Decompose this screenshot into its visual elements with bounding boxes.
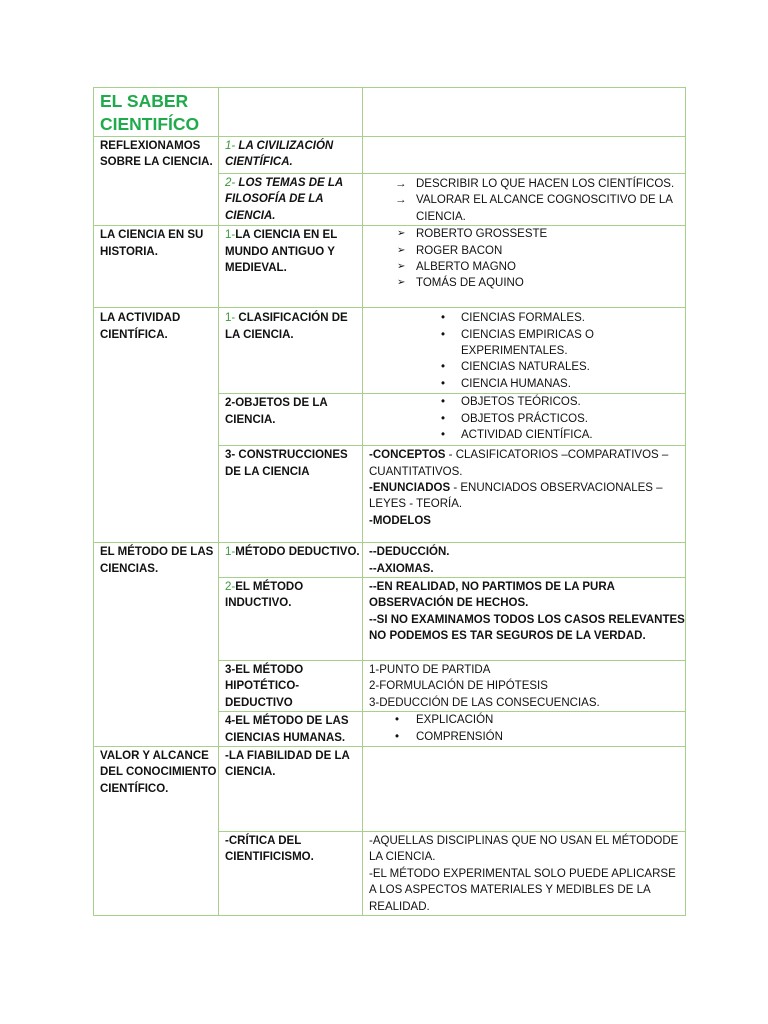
list-item: ➢ ALBERTO MAGNO: [369, 259, 685, 275]
bullet-icon: •: [441, 312, 446, 325]
arrow-icon: →: [395, 178, 407, 190]
list-item: • OBJETOS TEÓRICOS.: [369, 394, 685, 410]
topic-cell: 1- LA CIVILIZACIÓN CIENTÍFICA.: [219, 137, 363, 174]
topic-cell: -CRÍTICA DEL CIENTIFICISMO.: [219, 832, 363, 916]
detail-cell: --EN REALIDAD, NO PARTIMOS DE LA PURA OBSERVACIÓN DE HECHOS. --SI NO EXAMINAMOS TODOS LOS CASOS RELEVANTES NO PODEMOS ES TAR SEGUROS DE LA VERDAD.: [363, 578, 686, 661]
section-cell: LA CIENCIA EN SU HISTORIA.: [94, 226, 219, 308]
bullet-icon: •: [441, 396, 446, 409]
bullet-icon: •: [441, 361, 446, 374]
detail-cell: 1-PUNTO DE PARTIDA 2-FORMULACIÓN DE HIPÓTESIS 3-DEDUCCIÓN DE LAS CONSECUENCIAS.: [363, 661, 686, 712]
bullet-icon: •: [441, 412, 446, 425]
topic-cell: 2- LOS TEMAS DE LA FILOSOFÍA DE LA CIENCIA.: [219, 174, 363, 226]
bullet-icon: •: [441, 377, 446, 390]
chevron-list: [369, 226, 685, 292]
section-cell: REFLEXIONAMOS SOBRE LA CIENCIA.: [94, 137, 219, 226]
table-row: [94, 137, 686, 174]
arrow-icon: →: [395, 194, 407, 207]
list-item: • CIENCIAS EMPIRICAS O EXPERIMENTALES.: [441, 328, 594, 358]
topic-cell: 2-EL MÉTODO INDUCTIVO.: [219, 578, 363, 661]
table-row: [94, 308, 686, 394]
title-cell: [94, 88, 219, 137]
bullet-icon: •: [441, 328, 446, 341]
list-item: • EXPLICACIÓN: [369, 712, 685, 728]
document-title: EL SABER CIENTIFÍCO: [100, 91, 200, 134]
topic-cell: -LA FIABILIDAD DE LA CIENCIA.: [219, 747, 363, 832]
list-item: • CIENCIA HUMANAS.: [369, 376, 685, 392]
list-item: → DESCRIBIR LO QUE HACEN LOS CIENTÍFICOS.: [369, 176, 685, 192]
bullet-icon: •: [395, 730, 400, 743]
science-summary-table: [93, 87, 686, 916]
table-row: [94, 747, 686, 832]
chevron-bullet-icon: ➢: [397, 244, 406, 256]
topic-cell: 4-EL MÉTODO DE LAS CIENCIAS HUMANAS.: [219, 712, 363, 747]
topic-cell: 3-EL MÉTODO HIPOTÉTICO-DEDUCTIVO: [219, 661, 363, 712]
table-row: [94, 226, 686, 308]
chevron-bullet-icon: ➢: [397, 261, 406, 273]
list-item: • CIENCIAS NATURALES.: [369, 359, 685, 375]
list-item: → VALORAR EL ALCANCE COGNOSCITIVO DE LA CIENCIA.: [395, 194, 673, 223]
bullet-icon: •: [441, 429, 446, 442]
arrow-list: [369, 174, 685, 225]
table-row: [94, 88, 686, 137]
chevron-bullet-icon: ➢: [397, 228, 406, 240]
topic-cell: 2-OBJETOS DE LA CIENCIA.: [219, 394, 363, 446]
topic-cell: 1-LA CIENCIA EN EL MUNDO ANTIGUO Y MEDIEVAL.: [219, 226, 363, 308]
list-item: ➢ ROBERTO GROSSESTE: [369, 226, 685, 242]
topic-cell: 1-MÉTODO DEDUCTIVO.: [219, 543, 363, 578]
detail-cell: [363, 712, 686, 747]
list-item: ➢ ROGER BACON: [369, 243, 685, 259]
list-item: • ACTIVIDAD CIENTÍFICA.: [369, 427, 685, 443]
topic-cell: 3- CONSTRUCCIONES DE LA CIENCIA: [219, 446, 363, 543]
detail-cell: [363, 308, 686, 394]
detail-cell: [363, 394, 686, 446]
detail-cell: -AQUELLAS DISCIPLINAS QUE NO USAN EL MÉTODODE LA CIENCIA. -EL MÉTODO EXPERIMENTAL SOLO PUEDE APLICARSE A LOS ASPECTOS MATERIALES Y MEDIBLES DE LA REALIDAD.: [363, 832, 686, 916]
table-row: [94, 543, 686, 578]
topic-cell: 1- CLASIFICACIÓN DE LA CIENCIA.: [219, 308, 363, 394]
bullet-icon: •: [395, 714, 400, 727]
list-item: ➢ TOMÁS DE AQUINO: [369, 275, 685, 291]
detail-cell: [363, 226, 686, 308]
list-item: • COMPRENSIÓN: [369, 729, 685, 745]
bullet-list: [369, 308, 685, 392]
chevron-bullet-icon: ➢: [397, 277, 406, 289]
detail-cell: [363, 174, 686, 226]
section-cell: LA ACTIVIDAD CIENTÍFICA.: [94, 308, 219, 543]
list-item: • CIENCIAS FORMALES.: [369, 310, 685, 326]
detail-cell: -CONCEPTOS - CLASIFICATORIOS –COMPARATIVOS – CUANTITATIVOS. -ENUNCIADOS - ENUNCIADOS OBSERVACIONALES – LEYES - TEORÍA. -MODELOS: [363, 446, 686, 543]
section-cell: EL MÉTODO DE LAS CIENCIAS.: [94, 543, 219, 747]
bullet-list: [369, 394, 685, 443]
bullet-list: [369, 712, 685, 745]
list-item: • OBJETOS PRÁCTICOS.: [369, 411, 685, 427]
detail-cell: --DEDUCCIÓN. --AXIOMAS.: [363, 543, 686, 578]
section-cell: VALOR Y ALCANCE DEL CONOCIMIENTO CIENTÍFICO.: [94, 747, 219, 916]
